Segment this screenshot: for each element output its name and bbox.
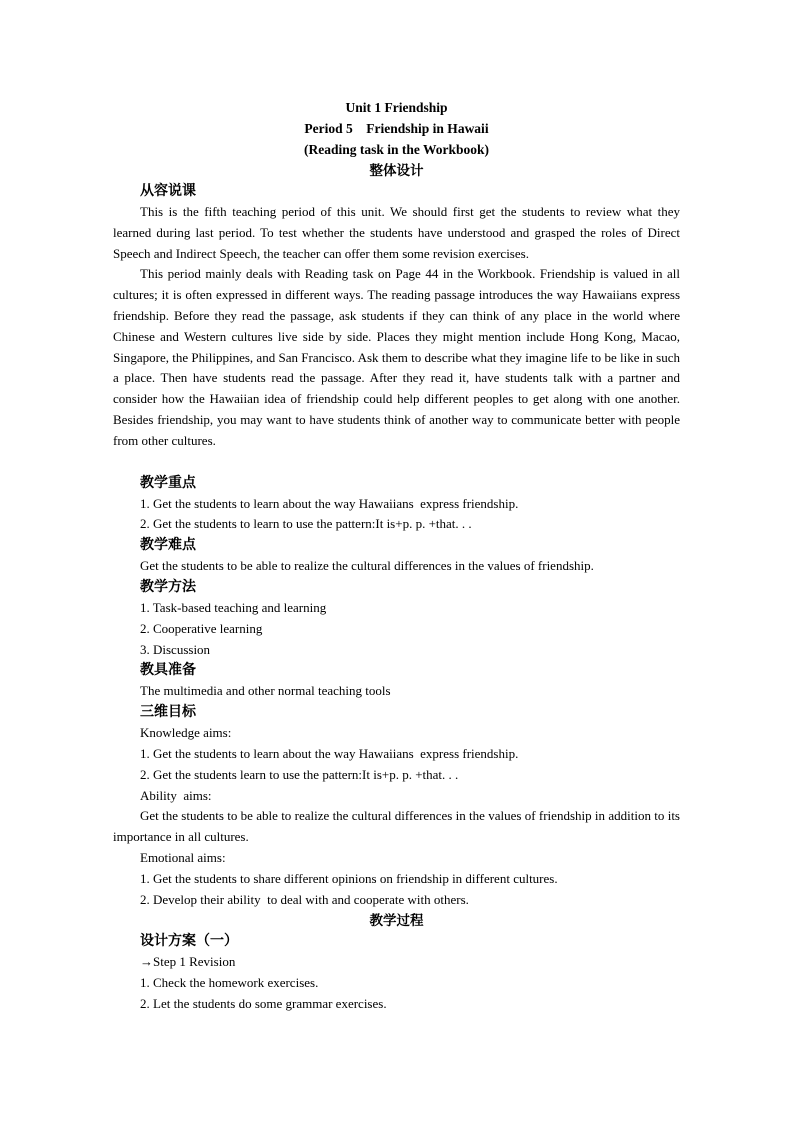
list-item: 1. Check the homework exercises. [140,975,319,991]
list-item: 1. Get the students to learn about the way Hawaiians express friendship. [140,495,519,511]
knowledge-aims-label: Knowledge aims: [140,725,232,741]
ability-aims-text: Get the students to be able to realize the cultural differences in the values of friendship in addition to its importance in all cultures. [113,808,680,845]
overview-paragraph-1: This is the fifth teaching period of this unit. We should first get the students to review what they learned during last period. To test whether the students have understood and grasped the roles of Direct Speech and Indirect Speech, the teacher can offer them some revision exercises. [113,204,680,261]
section-heading-aims: 三维目标 [140,705,196,721]
section-heading-tools: 教具准备 [140,663,196,679]
list-item: 2. Develop their ability to deal with and cooperate with others. [140,891,469,907]
section-heading-difficulties: 教学难点 [140,538,196,554]
overview-paragraph-2: This period mainly deals with Reading task on Page 44 in the Workbook. Friendship is valued in all cultures; it is often expressed in different ways. The reading passage introduces the way Hawaiians express friendship. Before they read the passage, ask students if they can think of any place in the world where Chinese and Western cultures live side by side. Places they might mention include Hong Kong, Macao, Singapore, the Philippines, and San Francisco. Ask them to describe what they imagine life to be like in such a place. Then have students read the passage. After they read it, have students talk with a partner and consider how the Hawaiian idea of friendship could help different peoples to get along with one another. Besides friendship, you may want to have students think of another way to communicate better with people from other cultures. [113,266,680,448]
period-title: Period 5 Friendship in Hawaii [304,121,489,136]
subtitle: (Reading task in the Workbook) [303,142,490,157]
teaching-process-title: 教学过程 [369,913,424,929]
plan-heading: 设计方案（一） [140,934,238,950]
section-heading-methods: 教学方法 [140,579,196,595]
ability-aims-label: Ability aims: [140,787,212,803]
list-item: 2. Get the students learn to use the pattern:It is+p. p. +that. . . [140,766,459,782]
list-item: 2. Let the students do some grammar exercises. [140,995,387,1011]
emotional-aims-label: Emotional aims: [140,849,226,865]
section-heading-key-points: 教学重点 [140,475,196,491]
list-item: 2. Get the students to learn to use the pattern:It is+p. p. +that. . . [140,516,472,532]
spacer [113,452,680,473]
list-item: 1. Task-based teaching and learning [140,599,327,615]
step-heading: →Step 1 Revision [140,954,236,970]
list-item: 3. Discussion [140,641,211,657]
overall-design-title: 整体设计 [369,163,424,178]
document-body [113,97,680,1015]
list-item: 1. Get the students to learn about the way Hawaiians express friendship. [140,745,519,761]
list-item: 2. Cooperative learning [140,620,263,636]
list-item: Get the students to be able to realize the cultural differences in the values of friendship. [140,558,594,574]
list-item: 1. Get the students to share different opinions on friendship in different cultures. [140,870,558,886]
list-item: The multimedia and other normal teaching tools [140,683,391,699]
unit-title: Unit 1 Friendship [345,100,448,115]
section-heading-overview: 从容说课 [140,184,196,199]
